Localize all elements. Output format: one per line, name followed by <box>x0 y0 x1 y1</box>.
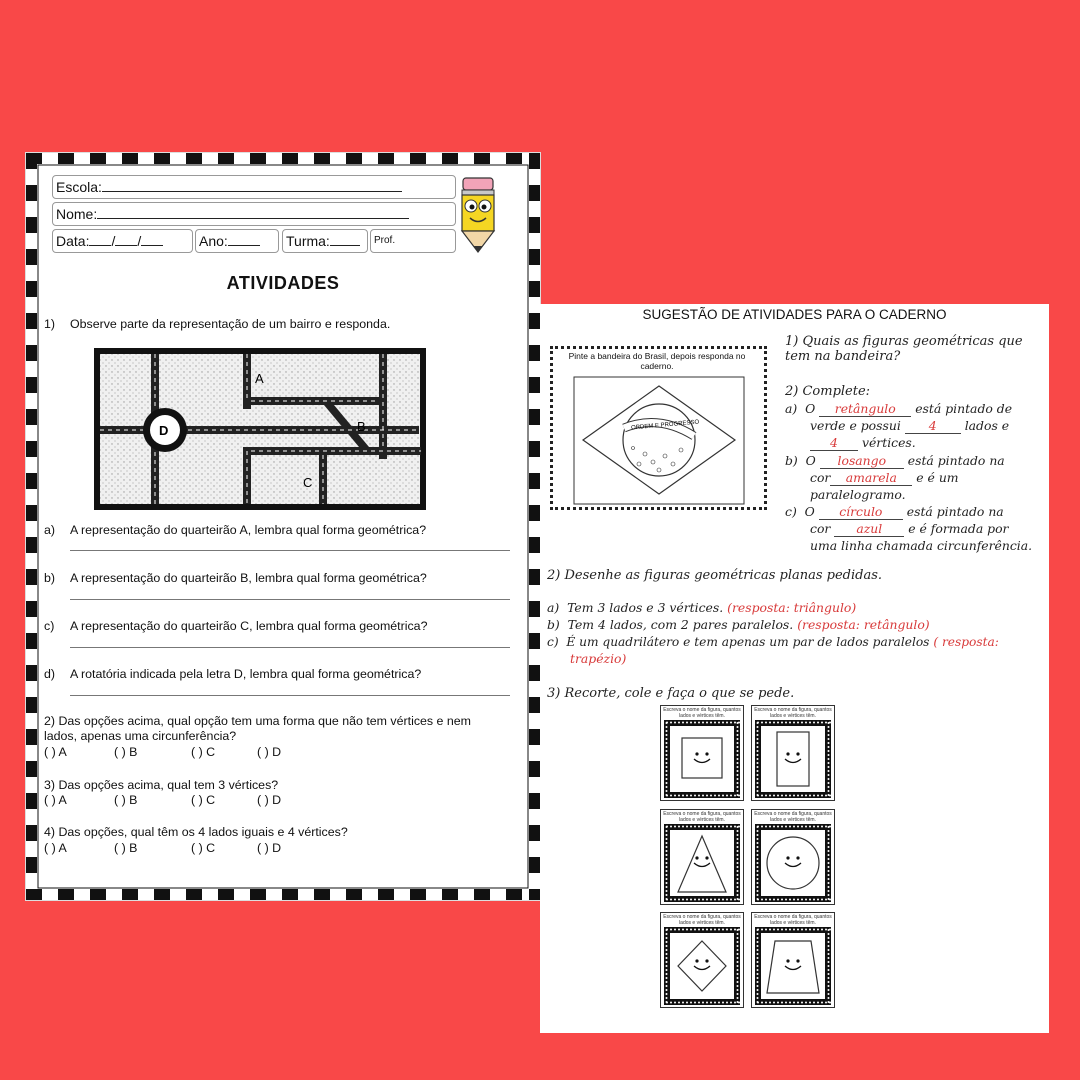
sub-question-c: c) A representação do quarteirão C, lembra qual forma geométrica? <box>44 619 428 633</box>
complete-c-line-1: c) O círculo está pintado na <box>785 504 1004 519</box>
right-q1-line-2: tem na bandeira? <box>785 349 901 364</box>
card-caption: Escreva o nome da figura, quantos lados e vértices têm. <box>663 914 741 926</box>
card-frame <box>664 824 740 902</box>
school-line <box>102 177 402 192</box>
year-field[interactable] <box>195 229 279 253</box>
sub-question-a: a) A representação do quarteirão A, lembra qual forma geométrica? <box>44 523 427 537</box>
card-frame <box>755 720 831 798</box>
card-caption: Escreva o nome da figura, quantos lados e vértices têm. <box>754 811 832 823</box>
shape-card-trapezoid[interactable] <box>751 912 835 1008</box>
brazil-flag-outline <box>573 376 745 505</box>
question-2-line-1: 2) Das opções acima, qual opção tem uma forma que não tem vértices e nem <box>44 714 471 728</box>
complete-title: 2) Complete: <box>785 384 871 399</box>
trapezoid-shape-icon <box>767 941 819 993</box>
draw-item-c: c) É um quadrilátero e tem apenas um par de lados paralelos ( resposta: <box>547 635 999 649</box>
rectangle-shape-icon <box>777 732 809 786</box>
draw-item-b: b) Tem 4 lados, com 2 pares paralelos. (resposta: retângulo) <box>547 617 930 632</box>
shape-card-diamond[interactable] <box>660 912 744 1008</box>
shape-card-square[interactable] <box>660 705 744 801</box>
card-caption: Escreva o nome da figura, quantos lados e vértices têm. <box>663 707 741 719</box>
answer-line-d[interactable] <box>70 695 510 696</box>
card-frame <box>755 927 831 1005</box>
name-label: Nome: <box>56 206 98 222</box>
answer-line-b[interactable] <box>70 599 510 600</box>
shape-card-rectangle[interactable] <box>751 705 835 801</box>
school-field[interactable] <box>52 175 456 199</box>
answer-line-c[interactable] <box>70 647 510 648</box>
complete-b-line-3: paralelogramo. <box>810 487 906 502</box>
draw-item-a: a) Tem 3 lados e 3 vértices. (resposta: triângulo) <box>547 600 857 615</box>
question-1: 1) Observe parte da representação de um bairro e responda. <box>44 317 391 331</box>
answer-line-a[interactable] <box>70 550 510 551</box>
name-field[interactable] <box>52 202 456 226</box>
teacher-field[interactable] <box>370 229 456 253</box>
complete-b-line-1: b) O losango está pintado na <box>785 453 1005 468</box>
page-title: ATIVIDADES <box>226 273 340 293</box>
class-label: Turma: <box>286 233 330 249</box>
complete-a-line-2: verde e possui 4 lados e <box>810 418 1010 433</box>
question-2-line-2: lados, apenas uma circunferência? <box>44 729 237 743</box>
card-frame <box>664 720 740 798</box>
shape-card-triangle[interactable] <box>660 809 744 905</box>
flag-instruction: Pinte a bandeira do Brasil, depois responda no caderno. <box>568 351 746 371</box>
class-field[interactable] <box>282 229 368 253</box>
sub-question-b: b) A representação do quarteirão B, lembra qual forma geométrica? <box>44 571 427 585</box>
map-label-a: A <box>255 371 264 386</box>
pencil-mascot-icon <box>454 176 504 254</box>
circle-shape-icon <box>767 837 819 889</box>
card-caption: Escreva o nome da figura, quantos lados e vértices têm. <box>754 707 832 719</box>
card-caption: Escreva o nome da figura, quantos lados e vértices têm. <box>663 811 741 823</box>
question-4-options[interactable]: ( ) A ( ) B ( ) C ( ) D <box>44 841 282 855</box>
square-shape-icon <box>682 738 722 778</box>
question-4: 4) Das opções, qual têm os 4 lados iguais e 4 vértices? <box>44 825 348 839</box>
card-frame <box>664 927 740 1005</box>
shape-card-circle[interactable] <box>751 809 835 905</box>
left-worksheet <box>26 153 540 900</box>
complete-a-line-3: 4 vértices. <box>810 436 916 451</box>
right-worksheet <box>540 304 1049 1033</box>
flag-motto: ORDEM E PROGRESSO <box>630 419 700 432</box>
name-line <box>97 204 409 219</box>
map-label-d: D <box>159 423 169 438</box>
sub-question-d: d) A rotatória indicada pela letra D, lembra qual forma geométrica? <box>44 667 422 681</box>
draw-title: 2) Desenhe as figuras geométricas planas pedidas. <box>547 568 883 583</box>
map-label-b: B <box>357 419 366 434</box>
date-label: Data: <box>56 233 90 249</box>
date-field[interactable]: Data: / / <box>52 229 193 253</box>
map-label-c: C <box>303 475 313 490</box>
question-3: 3) Das opções acima, qual tem 3 vértices? <box>44 778 279 792</box>
cut-paste-title: 3) Recorte, cole e faça o que se pede. <box>547 686 795 701</box>
year-label: Ano: <box>199 233 228 249</box>
complete-b-line-2: cor amarela e é um <box>810 470 959 485</box>
right-q1-line-1: 1) Quais as figuras geométricas que <box>785 334 1023 349</box>
draw-item-c-answer-cont: trapézio) <box>570 651 627 666</box>
card-caption: Escreva o nome da figura, quantos lados e vértices têm. <box>754 914 832 926</box>
question-2-options[interactable]: ( ) A ( ) B ( ) C ( ) D <box>44 745 282 759</box>
school-label: Escola: <box>56 179 102 195</box>
question-3-options[interactable]: ( ) A ( ) B ( ) C ( ) D <box>44 793 282 807</box>
right-title: SUGESTÃO DE ATIVIDADES PARA O CADERNO <box>642 307 947 322</box>
flag-box <box>550 346 767 510</box>
card-frame <box>755 824 831 902</box>
complete-c-line-2: cor azul e é formada por <box>810 521 1009 536</box>
complete-a-line-1: a) O retângulo está pintado de <box>785 401 1013 416</box>
teacher-label: Prof. <box>374 235 396 246</box>
neighborhood-map <box>93 347 427 511</box>
complete-c-line-3: uma linha chamada circunferência. <box>810 538 1033 553</box>
